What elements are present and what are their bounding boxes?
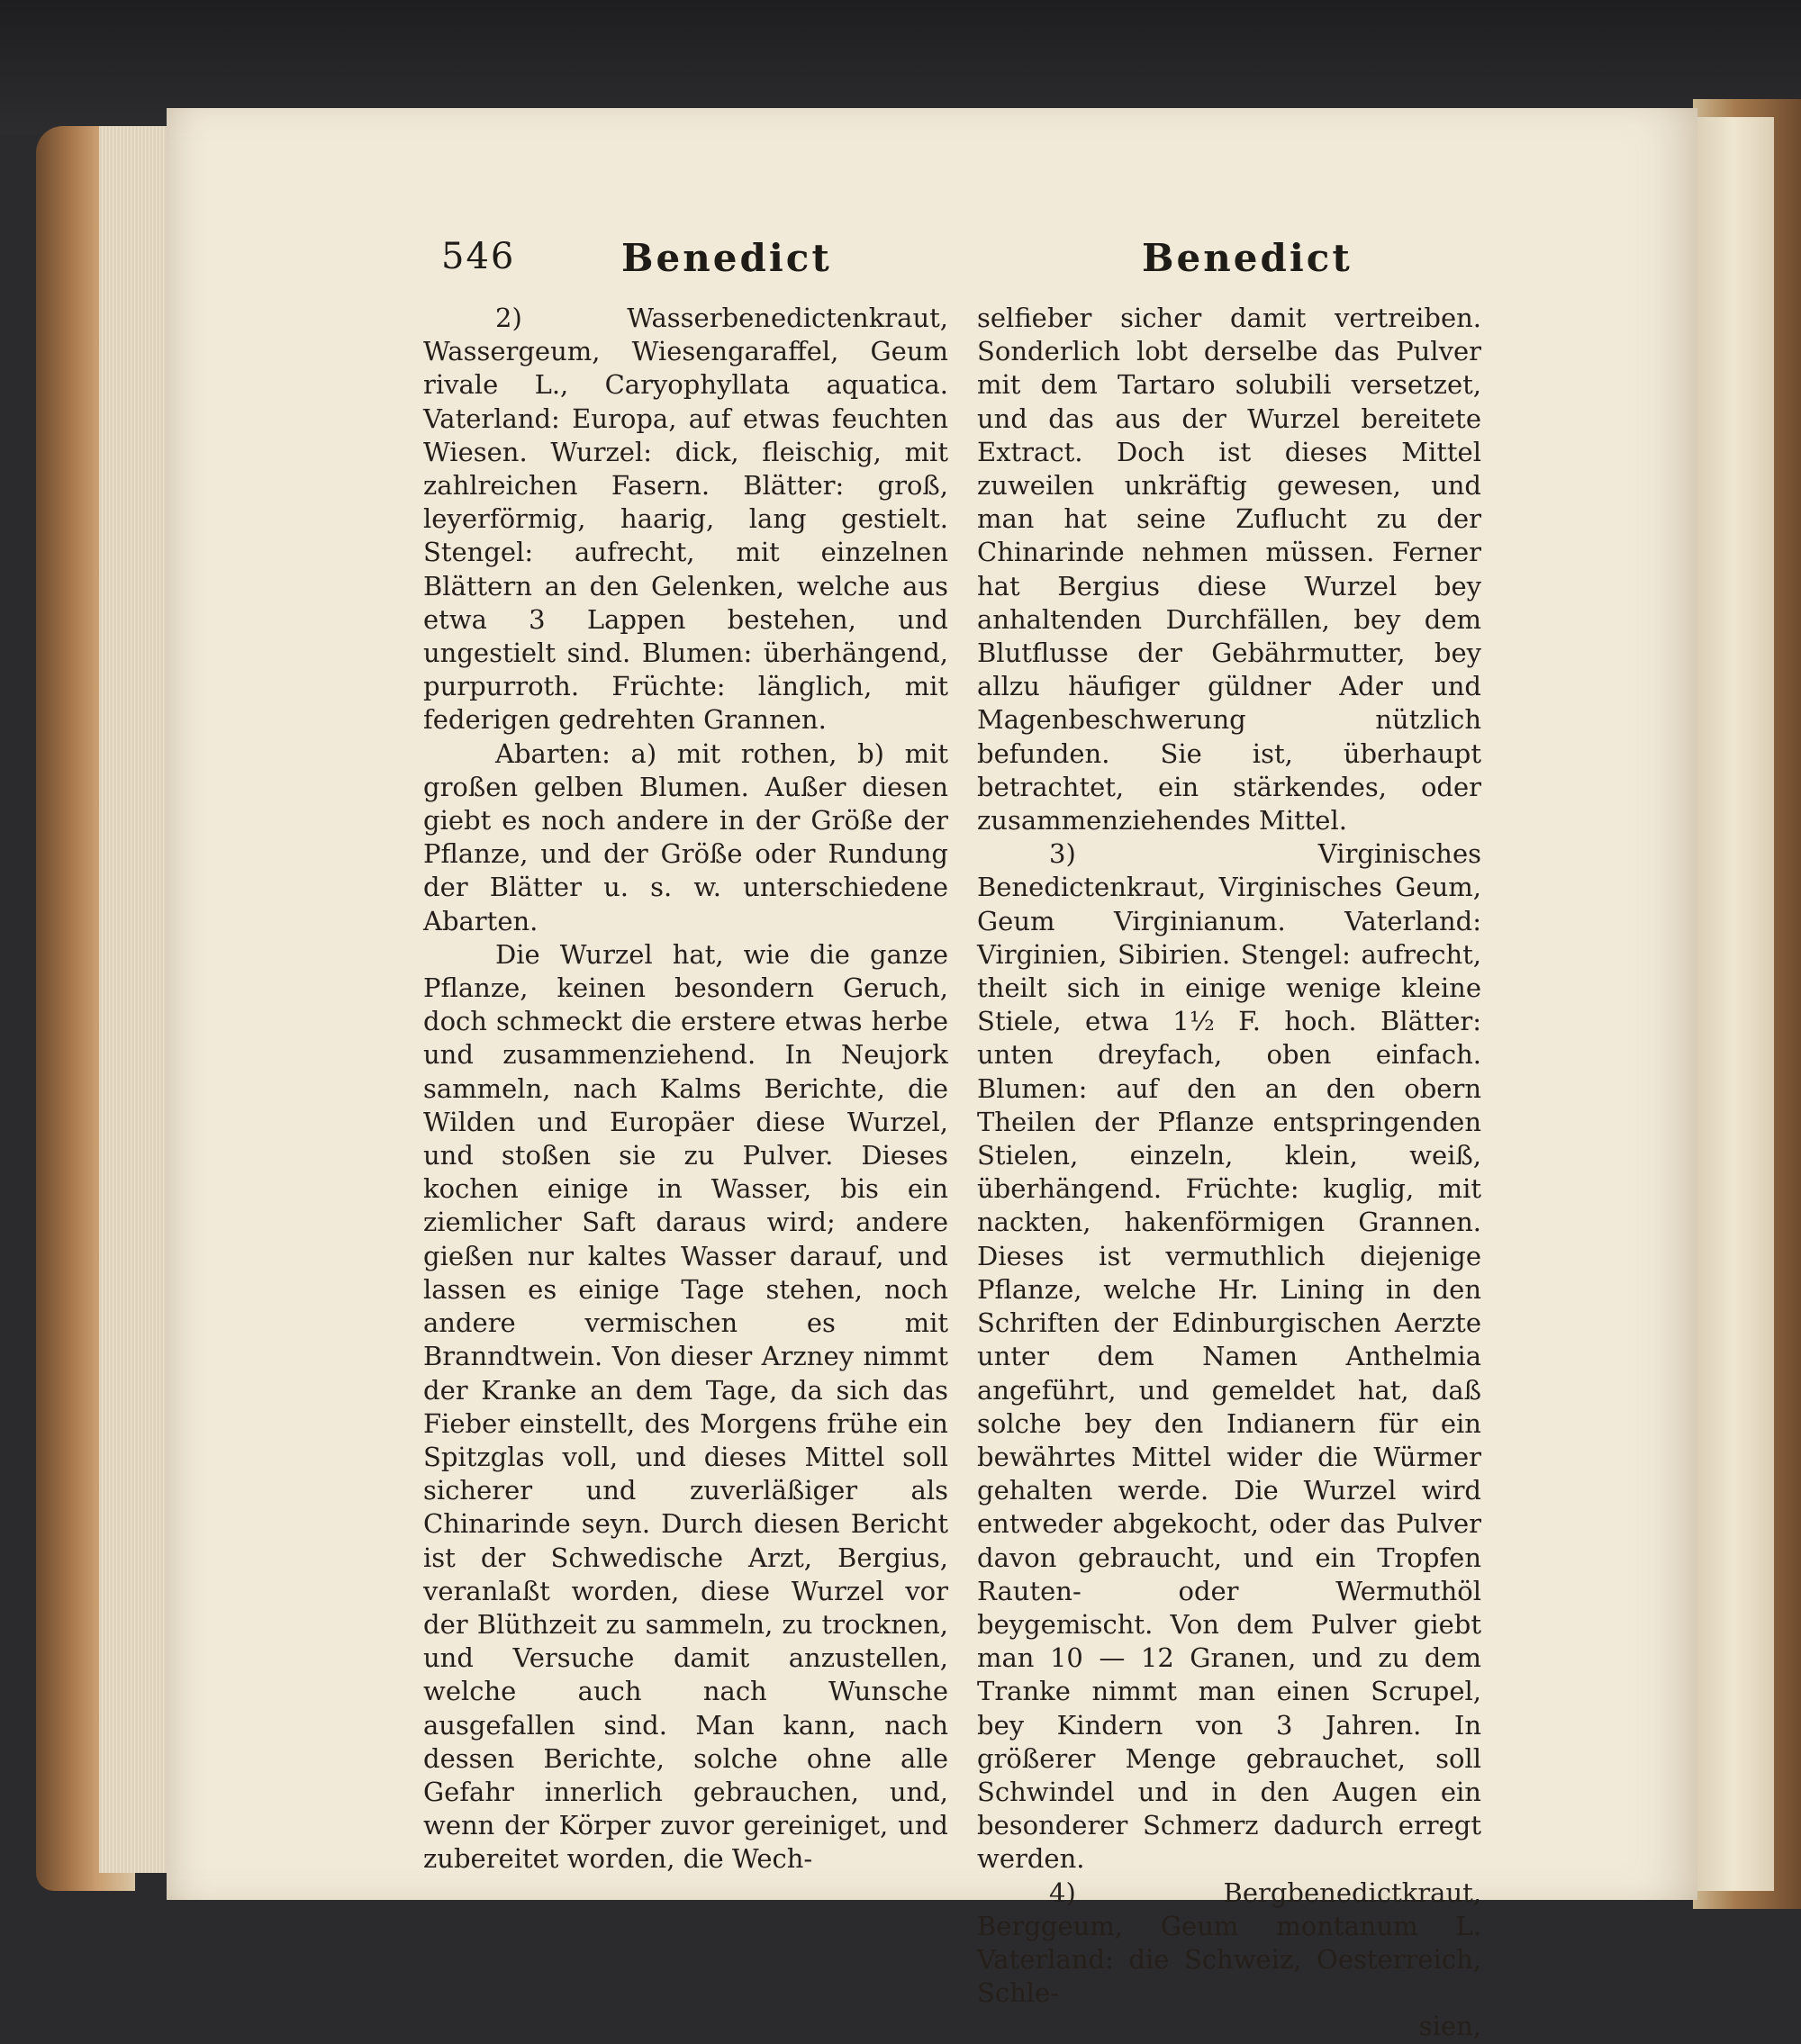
paragraph-abarten: Abarten: a) mit rothen, b) mit großen gelben Blumen. Außer diesen giebt es noch andere in der Größe der Pflanze, und der Größe oder Rundung der Blätter u. s. w. unterschiedene Abarten. [423, 737, 948, 936]
page-edges-left [99, 126, 171, 1873]
text-column-right [977, 302, 1481, 2044]
page-header [0, 236, 1801, 290]
facing-page-edge [1693, 117, 1774, 1891]
text-column-left [423, 302, 948, 1877]
running-head-left: Benedict [621, 236, 832, 280]
paragraph-bergbenedictkraut: 4) Bergbenedictkraut, Berggeum, Geum montanum L. Vaterland: die Schweiz, Oesterreich, Schle- [977, 1877, 1481, 2009]
paragraph-wasserbenedictenkraut: 2) Wasserbenedictenkraut, Wassergeum, Wiesengaraffel, Geum rivale L., Caryophyllata aquatica. Vaterland: Europa, auf etwas feuchten Wiesen. Wurzel: dick, fleischig, mit zahlreichen Fasern. Blätter: groß, leyerförmig, haarig, lang gestielt. Stengel: aufrecht, mit einzelnen Blättern an den Gelenken, welche aus etwa 3 Lappen bestehen, und ungestielt sind. Blumen: überhängend, purpurroth. Früchte: länglich, mit federigen gedrehten Grannen. [423, 303, 948, 736]
paragraph-wurzel-use: Die Wurzel hat, wie die ganze Pflanze, keinen besondern Geruch, doch schmeckt die erstere etwas herbe und zusammenziehend. In Neujork sammeln, nach Kalms Berichte, die Wilden und Europäer diese Wurzel, und stoßen sie zu Pulver. Dieses kochen einige in Wasser, bis ein ziemlicher Saft daraus wird; andere gießen nur kaltes Wasser darauf, und lassen es einige Tage stehen, noch andere vermischen es mit Branndtwein. Von dieser Arzney nimmt der Kranke an dem Tage, da sich das Fieber einstellt, des Morgens frühe ein Spitzglas voll, und dieses Mittel soll sicherer und zuverläßiger als Chinarinde seyn. Durch diesen Bericht ist der Schwedische Arzt, Bergius, veranlaßt worden, diese Wurzel vor der Blüthzeit zu sammeln, zu trocknen, und Versuche damit anzustellen, welche auch nach Wunsche ausgefallen sind. Man kann, nach dessen Berichte, solche ohne alle Gefahr innerlich gebrauchen, und, wenn der Körper zuvor gereiniget, und zubereitet worden, die Wech- [423, 938, 948, 1875]
page-number: 546 [441, 236, 516, 277]
catchword: sien, [1418, 2011, 1481, 2042]
running-head-right: Benedict [1142, 236, 1353, 280]
paragraph-virginisches: 3) Virginisches Benedictenkraut, Virginisches Geum, Geum Virginianum. Vaterland: Virginien, Sibirien. Stengel: aufrecht, theilt sich in einige wenige kleine Stiele, etwa 1½ F. hoch. Blätter: unten dreyfach, oben einfach. Blumen: auf den an den obern Theilen der Pflanze entspringenden Stielen, einzeln, klein, weiß, überhängend. Früchte: kuglig, mit nackten, hakenförmigen Grannen. Dieses ist vermuthlich diejenige Pflanze, welche Hr. Lining in den Schriften der Edinburgischen Aerzte unter dem Namen Anthelmia angeführt, und gemeldet hat, daß solche bey den Indianern für ein bewährtes Mittel wider die Würmer gehalten werde. Die Wurzel wird entweder abgekocht, oder das Pulver davon gebraucht, und ein Tropfen Rauten- oder Wermuthöl beygemischt. Von dem Pulver giebt man 10 — 12 Granen, und zu dem Tranke nimmt man einen Scrupel, bey Kindern von 3 Jahren. In größerer Menge gebrauchet, soll Schwindel und in den Augen ein besonderer Schmerz dadurch erregt werden. [977, 838, 1481, 1875]
paragraph-wechselfieber: selfieber sicher damit vertreiben. Sonderlich lobt derselbe das Pulver mit dem Tartaro solubili versetzet, und das aus der Wurzel bereitete Extract. Doch ist dieses Mittel zuweilen unkräftig gewesen, und man hat seine Zuflucht zu der Chinarinde nehmen müssen. Ferner hat Bergius diese Wurzel bey anhaltenden Durchfällen, bey dem Blutflusse der Gebährmutter, bey allzu häufiger güldner Ader und Magenbeschwerung nützlich befunden. Sie ist, überhaupt betrachtet, ein stärkendes, oder zusammenziehendes Mittel. [977, 303, 1481, 837]
